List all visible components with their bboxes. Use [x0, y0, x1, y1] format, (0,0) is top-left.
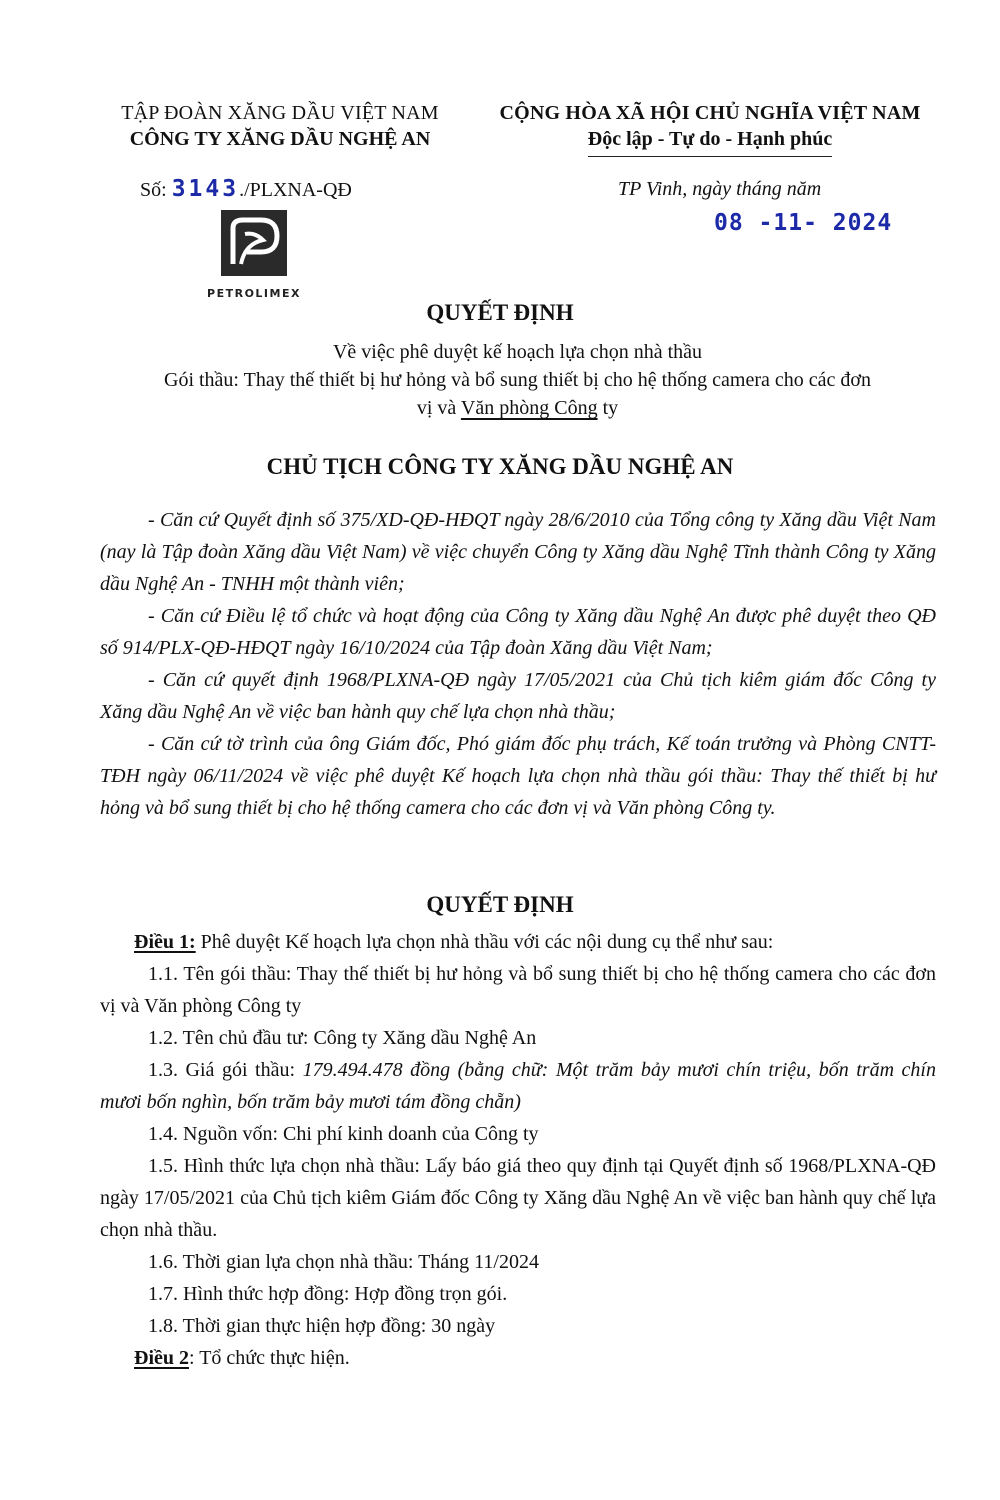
so-suffix: ./PLXNA-QĐ	[239, 179, 352, 201]
legal-basis-1: - Căn cứ Quyết định số 375/XD-QĐ-HĐQT ngày 28/6/2010 của Tổng công ty Xăng dầu Việt Nam (nay là Tập đoàn Xăng dầu Việt Nam) về việc chuyển Công ty Xăng dầu Nghệ Tĩnh thành Công ty Xăng dầu Nghệ An - TNHH một thành viên;	[100, 509, 936, 595]
subject-line-1: Về việc phê duyệt kế hoạch lựa chọn nhà thầu	[332, 341, 703, 363]
item-1-2: 1.2. Tên chủ đầu tư: Công ty Xăng dầu Nghệ An	[148, 1027, 537, 1049]
document-number	[140, 176, 352, 202]
articles	[100, 926, 936, 1374]
legal-basis-3: - Căn cứ quyết định 1968/PLXNA-QĐ ngày 17/05/2021 của Chủ tịch kiêm giám đốc Công ty Xăng dầu Nghệ An về việc ban hành quy chế lựa chọn nhà thầu;	[100, 669, 936, 723]
legal-basis-4: - Căn cứ tờ trình của ông Giám đốc, Phó giám đốc phụ trách, Kế toán trưởng và Phòng CNTT-TĐH ngày 06/11/2024 về việc phê duyệt Kế hoạch lựa chọn nhà thầu gói thầu: Thay thế thiết bị hư hỏng và bổ sung thiết bị cho hệ thống camera cho các đơn vị và Văn phòng Công ty.	[100, 733, 936, 819]
republic-name: CỘNG HÒA XÃ HỘI CHỦ NGHĨA VIỆT NAM	[499, 102, 921, 124]
item-1-7: 1.7. Hình thức hợp đồng: Hợp đồng trọn gói.	[148, 1283, 508, 1305]
article-1-heading	[100, 926, 936, 958]
decision-title-2: QUYẾT ĐỊNH	[426, 892, 574, 917]
subject-line-3-underlined: Văn phòng Công	[460, 397, 598, 419]
subject-line-3	[100, 394, 935, 422]
issuer-header	[80, 100, 480, 152]
so-number-handwritten: 3143	[171, 176, 240, 202]
date-stamp: 08 -11- 2024	[714, 210, 893, 236]
org-company: CÔNG TY XĂNG DẦU NGHỆ AN	[129, 128, 431, 150]
logo-text: PETROLIMEX	[207, 287, 301, 300]
item-1-1: 1.1. Tên gói thầu: Thay thế thiết bị hư hỏng và bổ sung thiết bị cho hệ thống camera cho các đơn vị và Văn phòng Công ty	[100, 963, 936, 1017]
article-2-text: : Tổ chức thực hiện.	[189, 1347, 350, 1369]
item-1-3	[100, 1054, 936, 1118]
item-1-3-label: 1.3. Giá gói thầu:	[148, 1059, 303, 1081]
legal-bases	[100, 504, 936, 824]
so-label: Số:	[140, 179, 167, 201]
decision-subject	[100, 338, 935, 422]
national-motto: Độc lập - Tự do - Hạnh phúc	[588, 126, 832, 157]
org-group: TẬP ĐOÀN XĂNG DẦU VIỆT NAM	[121, 102, 439, 124]
chair-title: CHỦ TỊCH CÔNG TY XĂNG DẦU NGHỆ AN	[266, 454, 734, 479]
item-1-6: 1.6. Thời gian lựa chọn nhà thầu: Tháng 11/2024	[148, 1251, 539, 1273]
item-1-3-value: 179.494.478 đồng (bằng chữ: Một trăm bảy mươi chín triệu, bốn trăm chín mươi bốn nghìn, bốn trăm bảy mươi tám đồng chẵn)	[100, 1059, 936, 1113]
petrolimex-logo-icon	[221, 210, 287, 276]
subject-line-3-post: ty	[597, 397, 619, 419]
date-line: TP Vinh, ngày tháng năm	[618, 178, 822, 200]
subject-line-3-pre: vị và	[416, 397, 461, 419]
national-header	[470, 100, 950, 157]
article-1-label: Điều 1:	[134, 931, 196, 953]
item-1-8: 1.8. Thời gian thực hiện hợp đồng: 30 ngày	[148, 1315, 496, 1337]
legal-basis-2: - Căn cứ Điều lệ tổ chức và hoạt động của Công ty Xăng dầu Nghệ An được phê duyệt theo QĐ số 914/PLX-QĐ-HĐQT ngày 16/10/2024 của Tập đoàn Xăng dầu Việt Nam;	[100, 605, 936, 659]
article-2-label: Điều 2	[134, 1347, 189, 1369]
item-1-4: 1.4. Nguồn vốn: Chi phí kinh doanh của Công ty	[148, 1123, 539, 1145]
article-1-text: Phê duyệt Kế hoạch lựa chọn nhà thầu với các nội dung cụ thể như sau:	[195, 931, 774, 953]
decision-title: QUYẾT ĐỊNH	[426, 300, 574, 325]
subject-line-2: Gói thầu: Thay thế thiết bị hư hỏng và bổ sung thiết bị cho hệ thống camera cho các đơn	[164, 369, 871, 391]
article-2-heading	[100, 1342, 936, 1374]
petrolimex-logo	[198, 210, 310, 300]
item-1-5: 1.5. Hình thức lựa chọn nhà thầu: Lấy báo giá theo quy định tại Quyết định số 1968/PLXNA-QĐ ngày 17/05/2021 của Chủ tịch kiêm Giám đốc Công ty Xăng dầu Nghệ An về việc ban hành quy chế lựa chọn nhà thầu.	[100, 1155, 936, 1241]
